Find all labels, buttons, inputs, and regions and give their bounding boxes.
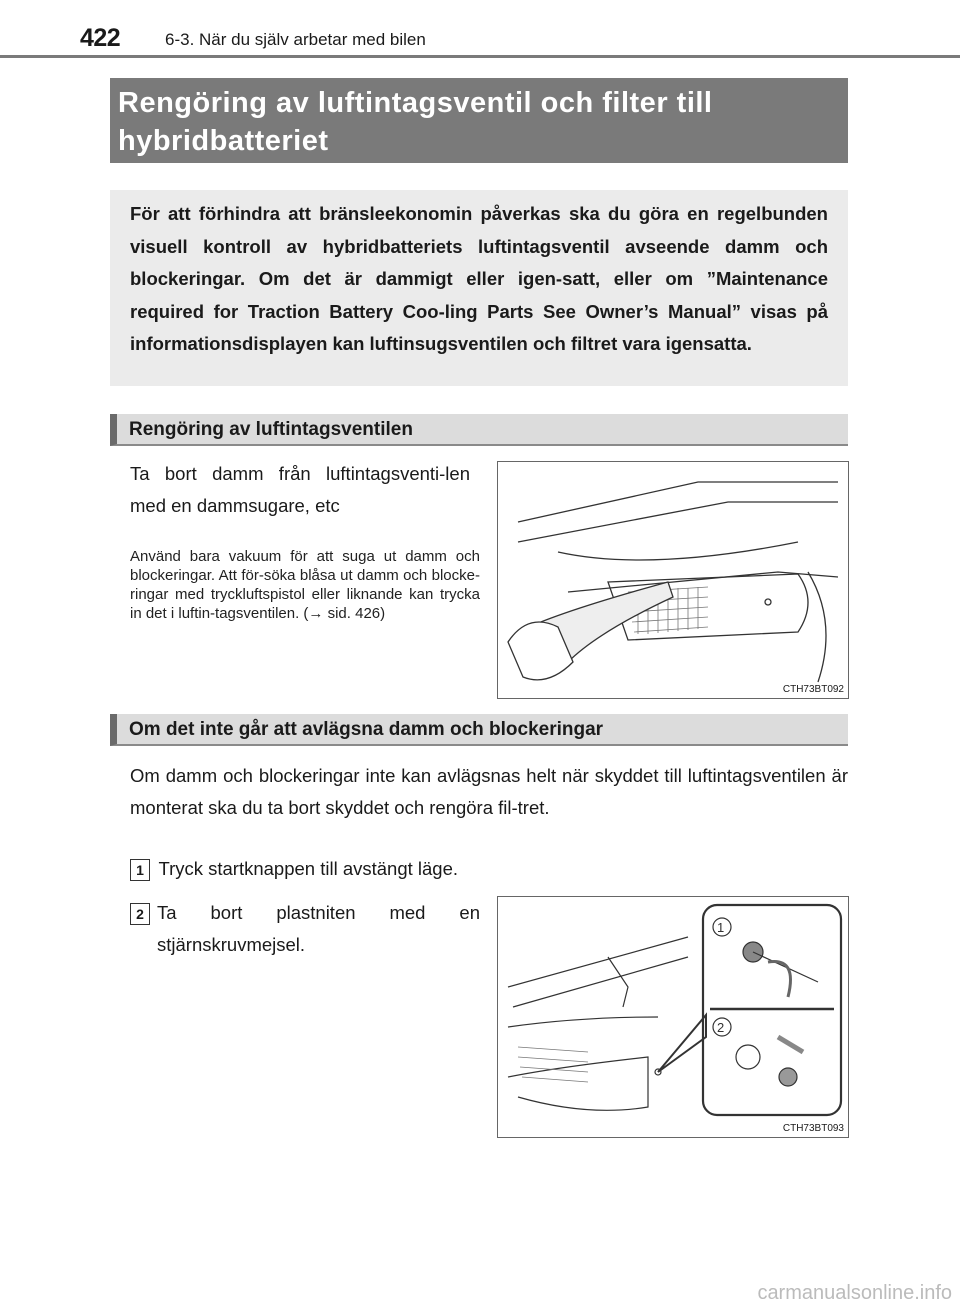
vacuum-illustration: [498, 462, 848, 698]
figure-code: CTH73BT092: [782, 684, 844, 695]
step-text: Ta bort plastniten med en stjärnskruvmejsel.: [157, 902, 480, 955]
watermark: carmanualsonline.info: [757, 1282, 952, 1304]
subheading-blocked: Om det inte går att avlägsna damm och blockeringar: [110, 714, 848, 746]
figure-rivet: [497, 896, 849, 1138]
rivet-illustration: [498, 897, 848, 1137]
step-text: Tryck startknappen till avstängt läge.: [158, 858, 459, 879]
step-number: 2: [130, 903, 150, 925]
intro-box: För att förhindra att bränsleekonomin påverkas ska du göra en regelbunden visuell kontroll av hybridbatteriets luftintagsventil avseende damm och blockeringar. Om det är dammigt eller igen-satt, eller om ”Maintenance required for Traction Battery Coo-ling Parts See Owner’s Manual” visas på informationsdisplayen kan luftinsugsventilen och filtret vara igensatta.: [110, 190, 848, 386]
page-number: 422: [80, 24, 121, 52]
chapter-title: 6-3. När du själv arbetar med bilen: [165, 30, 426, 49]
blocked-text: Om damm och blockeringar inte kan avlägsnas helt när skyddet till luftintagsventilen är monterat ska du ta bort skyddet och rengöra fil-tret.: [130, 765, 848, 818]
subheading-cleaning: Rengöring av luftintagsventilen: [110, 414, 848, 446]
step-2: [130, 897, 480, 961]
callout-1: 1: [717, 920, 725, 935]
step-1: [130, 853, 458, 885]
callout-2: 2: [717, 1020, 725, 1035]
figure-code: CTH73BT093: [782, 1123, 844, 1134]
step-number: 1: [130, 859, 150, 881]
section-title: Rengöring av luftintagsventil och filter till hybridbatteriet: [110, 78, 848, 163]
figure-vacuum: [497, 461, 849, 699]
cleaning-text: Ta bort damm från luftintagsventi-len med en dammsugare, etc: [130, 463, 470, 516]
header-rule: [0, 55, 960, 58]
cleaning-note: Använd bara vakuum för att suga ut damm och blockeringar. Att för-söka blåsa ut damm och blocke-ringar med tryckluftspistol eller liknande kan trycka in det i luftin-tagsventilen. (→ sid. 426): [130, 548, 480, 622]
